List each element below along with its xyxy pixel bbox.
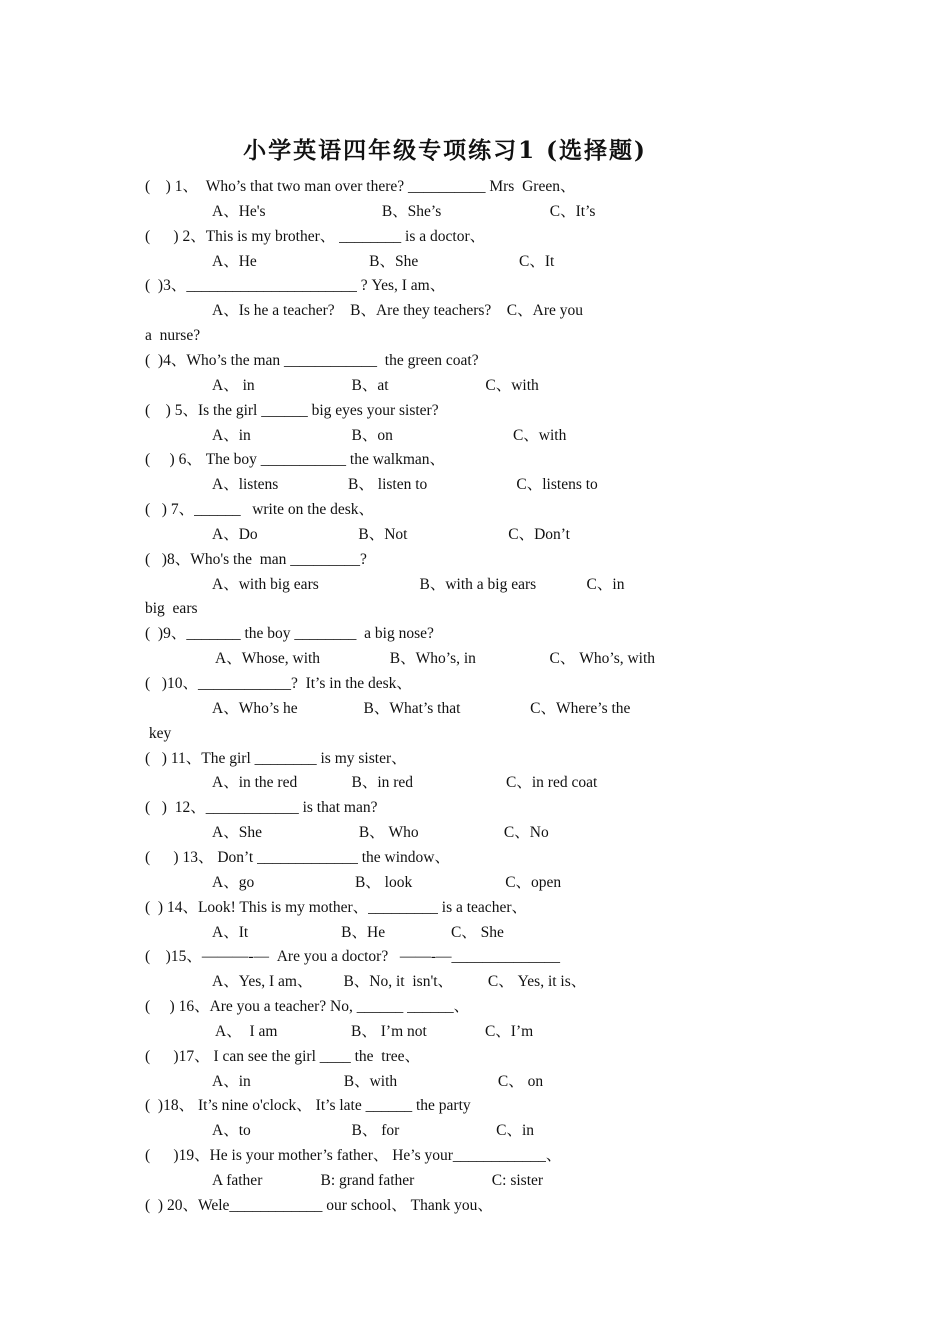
- wrapped-line: key: [145, 724, 172, 742]
- options-line: A、in B、with C、 on: [212, 1072, 544, 1090]
- options-line: A、 in B、at C、with: [212, 376, 539, 394]
- options-line: A、He B、She C、It: [212, 252, 555, 270]
- options-line: A、to B、 for C、in: [212, 1122, 535, 1140]
- question-line: ( ) 7、______ write on the desk、: [145, 501, 375, 519]
- question-line: ( )18、 It’s nine o'clock、 It’s late ______ the party: [145, 1097, 471, 1115]
- question-line: ( ) 16、Are you a teacher? No, ______ ______、: [145, 998, 470, 1016]
- question-line: ( ) 12、____________ is that man?: [145, 799, 378, 817]
- question-line: ( ) 5、Is the girl ______ big eyes your sister?: [145, 401, 439, 419]
- question-line: ( ) 6、 The boy ___________ the walkman、: [145, 451, 446, 469]
- question-line: ( )8、Who's the man _________?: [145, 550, 367, 568]
- options-line: A、in B、on C、with: [212, 426, 567, 444]
- question-line: ( )3、______________________ ? Yes, I am、: [145, 277, 446, 295]
- question-line: ( )17、 I can see the girl ____ the tree、: [145, 1047, 421, 1065]
- question-line: ( )9、_______ the boy ________ a big nose?: [145, 625, 434, 643]
- options-line: A、listens B、 listen to C、listens to: [212, 476, 598, 494]
- options-line: A、She B、 Who C、No: [212, 824, 549, 842]
- wrapped-line: big ears: [145, 600, 198, 618]
- question-line: ( ) 20、Wele____________ our school、 Thank you、: [145, 1196, 493, 1214]
- options-line: A、It B、He C、 She: [212, 923, 504, 941]
- question-line: ( ) 14、Look! This is my mother、_________ is a teacher、: [145, 898, 527, 916]
- options-line: A、Who’s he B、What’s that C、Where’s the: [212, 699, 631, 717]
- options-line: A、Whose, with B、Who’s, in C、 Who’s, with: [212, 650, 656, 668]
- question-line: ( ) 2、This is my brother、 ________ is a doctor、: [145, 227, 486, 245]
- wrapped-line: a nurse?: [145, 327, 201, 345]
- options-line: A、He's B、She’s C、It’s: [212, 202, 596, 220]
- options-line: A、Do B、Not C、Don’t: [212, 525, 570, 543]
- question-line: ( ) 11、The girl ________ is my sister、: [145, 749, 407, 767]
- options-line: A、Is he a teacher? B、Are they teachers? C、Are you: [212, 302, 583, 320]
- options-line: A、go B、 look C、open: [212, 873, 562, 891]
- options-line: A、 I am B、 I’m not C、I’m: [212, 1022, 534, 1040]
- question-line: ( )15、———-— Are you a doctor? ——-—______________: [145, 948, 560, 966]
- options-line: A、in the red B、in red C、in red coat: [212, 774, 598, 792]
- question-line: ( )19、He is your mother’s father、 He’s your____________、: [145, 1147, 562, 1165]
- question-line: ( ) 13、 Don’t _____________ the window、: [145, 848, 450, 866]
- page-title: 小学英语四年级专项练习1 (选择题): [243, 137, 647, 164]
- question-line: ( )4、Who’s the man ____________ the green coat?: [145, 351, 479, 369]
- options-line: A、Yes, I am、 B、No, it isn't、 C、 Yes, it is、: [212, 973, 587, 991]
- options-line: A father B: grand father C: sister: [212, 1172, 544, 1189]
- question-line: ( )10、____________? It’s in the desk、: [145, 675, 412, 692]
- question-line: ( ) 1、 Who’s that two man over there? __________ Mrs Green、: [145, 178, 576, 195]
- options-line: A、with big ears B、with a big ears C、in: [212, 575, 625, 593]
